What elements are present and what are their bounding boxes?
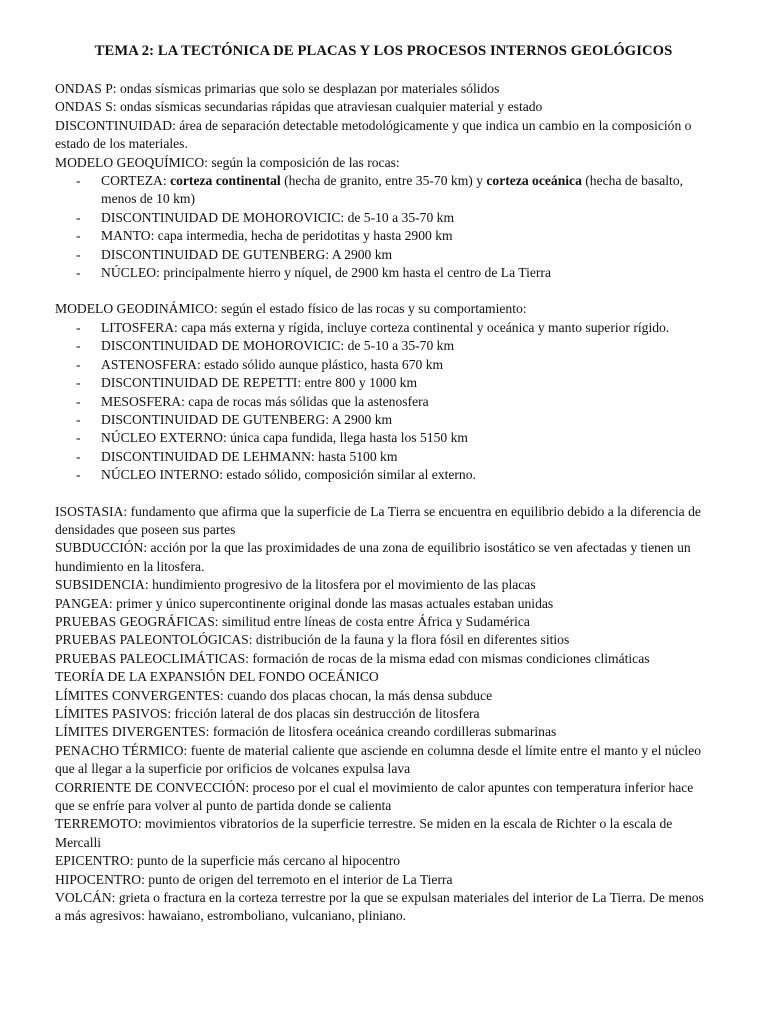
definition-item	[55, 889, 712, 926]
item-text: (hecha de granito, entre 35-70 km) y	[280, 173, 487, 189]
definition-term: TEORÍA DE LA EXPANSIÓN DEL FONDO OCEÁNICO	[55, 669, 379, 685]
item-term: LITOSFERA	[101, 319, 175, 335]
list-item	[55, 356, 712, 374]
spacer	[55, 282, 712, 300]
definition-item	[55, 871, 712, 889]
definition-text: : ondas sísmicas secundarias rápidas que atraviesan cualquier material y estado	[112, 99, 543, 115]
definition-term: VOLCÁN	[55, 890, 112, 906]
item-term: DISCONTINUIDAD DE REPETTI	[101, 375, 298, 391]
definition-text: : movimientos vibratorios de la superficie terrestre. Se miden en la escala de Richter o la escala de Mercalli	[55, 816, 673, 850]
list-item	[55, 227, 712, 245]
bullet-dash: -	[76, 393, 81, 409]
item-text: : capa de rocas más sólidas que la astenosfera	[181, 393, 429, 409]
definition-term: HIPOCENTRO	[55, 871, 142, 887]
definition-text: : grieta o fractura en la corteza terrestre por la que se expulsan materiales del interior de La Tierra. De menos a más agresivos: hawaiano, estromboliano, vulcaniano, pliniano.	[55, 890, 704, 924]
item-term: NÚCLEO INTERNO	[101, 467, 220, 483]
definition-item	[55, 503, 712, 540]
definition-item	[55, 650, 712, 668]
geodynamic-model-section	[55, 300, 712, 484]
definition-term: DISCONTINUIDAD	[55, 117, 173, 133]
heading-text: : según el estado físico de las rocas y su comportamiento:	[213, 301, 527, 317]
definition-text: : fricción lateral de dos placas sin destrucción de litosfera	[167, 706, 480, 721]
definition-term: PANGEA	[55, 595, 109, 611]
bullet-dash: -	[76, 228, 81, 244]
definition-item	[55, 852, 712, 870]
definition-item	[55, 80, 712, 98]
definition-term: ISOSTASIA	[55, 503, 124, 519]
heading-text: : según la composición de las rocas:	[204, 154, 400, 170]
bullet-dash: -	[76, 173, 81, 189]
item-text: : estado sólido aunque plástico, hasta 670 km	[196, 356, 444, 372]
intro-section	[55, 80, 712, 154]
definition-term: SUBDUCCIÓN	[55, 540, 144, 556]
definition-item	[55, 631, 712, 649]
definition-text: : área de separación detectable metodológicamente y que indica un cambio en la composición o estado de los materiales.	[55, 117, 692, 152]
list-item	[55, 448, 712, 466]
heading-term: MODELO GEOQUÍMICO	[55, 154, 205, 170]
list-item	[55, 246, 712, 264]
definition-term: PRUEBAS PALEONTOLÓGICAS	[55, 632, 249, 648]
item-term: DISCONTINUIDAD DE GUTENBERG	[101, 411, 326, 427]
bullet-dash: -	[76, 448, 81, 464]
bullet-dash: -	[76, 246, 81, 262]
definition-text: : similitud entre líneas de costa entre África y Sudamérica	[214, 613, 530, 629]
item-term: MESOSFERA	[101, 393, 182, 409]
bold-term: corteza oceánica	[486, 173, 582, 189]
geochemical-model-section	[55, 154, 712, 283]
definition-term: LÍMITES DIVERGENTES	[55, 724, 206, 740]
definition-item	[55, 98, 712, 116]
item-term: MANTO	[101, 228, 151, 244]
definition-item	[55, 668, 712, 686]
definition-item	[55, 117, 712, 154]
item-text: : estado sólido, composición similar al externo.	[219, 467, 476, 483]
definition-term: PENACHO TÉRMICO	[55, 742, 184, 758]
definition-item	[55, 687, 712, 705]
layer-list	[55, 172, 712, 282]
item-text: (hecha de basalto, menos de 10 km)	[101, 173, 684, 207]
definition-text: : ondas sísmicas primarias que solo se desplazan por materiales sólidos	[112, 81, 500, 96]
definition-term: PRUEBAS PALEOCLIMÁTICAS	[55, 650, 246, 666]
item-term: CORTEZA	[101, 173, 163, 189]
definition-item	[55, 613, 712, 631]
bullet-dash: -	[76, 265, 81, 281]
bullet-dash: -	[76, 209, 81, 225]
definition-item	[55, 723, 712, 741]
definition-term: LÍMITES PASIVOS	[55, 706, 168, 721]
spacer	[55, 485, 712, 503]
definition-item	[55, 742, 712, 779]
definition-term: LÍMITES CONVERGENTES	[55, 687, 221, 703]
definition-text: : acción por la que las proximidades de una zona de equilibrio isostático se ven afectadas y tienen un hundimiento en la litosfera.	[55, 540, 691, 574]
definition-text: : proceso por el cual el movimiento de calor apuntes con temperatura inferior hace que se enfríe para volver al punto de partida donde se calienta	[55, 779, 694, 814]
definition-item	[55, 539, 712, 576]
bullet-dash: -	[76, 375, 81, 391]
definition-text: : fundamento que afirma que la superficie de La Tierra se encuentra en equilibrio debido a la diferencia de densidades que poseen sus partes	[55, 503, 701, 537]
bold-term: corteza continental	[170, 173, 281, 189]
item-term: DISCONTINUIDAD DE MOHOROVICIC	[101, 338, 341, 354]
bullet-dash: -	[76, 338, 81, 354]
definition-text: : formación de rocas de la misma edad con mismas condiciones climáticas	[245, 650, 650, 666]
definition-text: : hundimiento progresivo de la litosfera por el movimiento de las placas	[144, 577, 536, 593]
item-text: : principalmente hierro y níquel, de 2900 km hasta el centro de La Tierra	[156, 265, 551, 281]
bullet-dash: -	[76, 356, 81, 372]
list-item	[55, 264, 712, 282]
definition-text: : distribución de la fauna y la flora fósil en diferentes sitios	[248, 632, 570, 648]
definition-item	[55, 815, 712, 852]
definitions-section	[55, 503, 712, 926]
page-title: TEMA 2: LA TECTÓNICA DE PLACAS Y LOS PROCESOS INTERNOS GEOLÓGICOS	[94, 43, 673, 59]
definition-term: CORRIENTE DE CONVECCIÓN	[55, 779, 246, 795]
definition-text: : punto de la superficie más cercano al hipocentro	[129, 853, 401, 869]
list-item	[55, 411, 712, 429]
definition-term: PRUEBAS GEOGRÁFICAS	[55, 613, 215, 629]
definition-text: : formación de litosfera oceánica creando cordilleras submarinas	[205, 724, 557, 740]
definition-item	[55, 705, 712, 723]
definition-text: : cuando dos placas chocan, la más densa subduce	[220, 687, 493, 703]
item-term: NÚCLEO	[101, 265, 157, 281]
list-item	[55, 429, 712, 447]
item-term: ASTENOSFERA	[101, 356, 197, 372]
list-item	[55, 393, 712, 411]
item-text: : de 5-10 a 35-70 km	[340, 209, 455, 225]
definition-text: : punto de origen del terremoto en el interior de La Tierra	[141, 871, 453, 887]
list-item	[55, 466, 712, 484]
list-item	[55, 172, 712, 209]
bullet-dash: -	[76, 467, 81, 483]
bullet-dash: -	[76, 319, 81, 335]
section-heading	[55, 300, 712, 318]
list-item	[55, 337, 712, 355]
list-item	[55, 374, 712, 392]
list-item	[55, 319, 712, 337]
definition-term: ONDAS P	[55, 81, 113, 96]
item-term: DISCONTINUIDAD DE GUTENBERG	[101, 246, 326, 262]
item-text: : hasta 5100 km	[310, 448, 398, 464]
item-text: : única capa fundida, llega hasta los 5150 km	[222, 430, 468, 446]
section-heading	[55, 154, 712, 172]
definition-term: ONDAS S	[55, 99, 113, 115]
definition-term: TERREMOTO	[55, 816, 138, 832]
item-text: : de 5-10 a 35-70 km	[340, 338, 455, 354]
item-term: NÚCLEO EXTERNO	[101, 430, 223, 446]
layer-list	[55, 319, 712, 485]
definition-term: EPICENTRO	[55, 853, 130, 869]
definition-item	[55, 576, 712, 594]
definition-item	[55, 595, 712, 613]
bullet-dash: -	[76, 430, 81, 446]
definition-text: : fuente de material caliente que asciende en columna desde el límite entre el manto y el núcleo que al llegar a la superficie por orificios de volcanes expulsa lava	[55, 742, 702, 777]
item-separator: :	[162, 173, 171, 189]
item-text: : A 2900 km	[325, 246, 393, 262]
definition-text: : primer y único supercontinente original donde las masas actuales estaban unidas	[108, 595, 554, 611]
item-text: : capa más externa y rígida, incluye corteza continental y oceánica y manto superior rígido.	[174, 319, 670, 335]
list-item	[55, 209, 712, 227]
definition-item	[55, 779, 712, 816]
item-text: : A 2900 km	[325, 411, 393, 427]
item-term: DISCONTINUIDAD DE MOHOROVICIC	[101, 209, 341, 225]
bullet-dash: -	[76, 411, 81, 427]
item-text: : entre 800 y 1000 km	[297, 375, 418, 391]
item-term: DISCONTINUIDAD DE LEHMANN	[101, 448, 311, 464]
item-text: : capa intermedia, hecha de peridotitas y hasta 2900 km	[150, 228, 453, 244]
definition-term: SUBSIDENCIA	[55, 577, 145, 593]
heading-term: MODELO GEODINÁMICO	[55, 301, 214, 317]
